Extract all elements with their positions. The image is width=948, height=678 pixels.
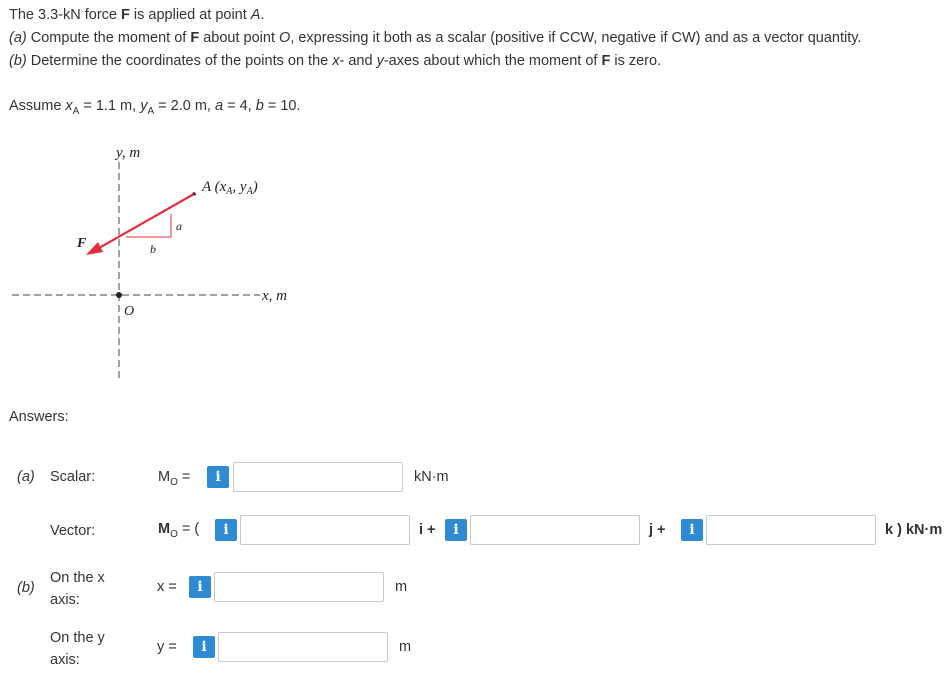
scalar-unit: kN·m [414, 469, 449, 485]
x-unit: m [395, 579, 408, 595]
slope-b-label: b [150, 242, 156, 256]
slope-a-label: a [176, 219, 182, 233]
x-axis-label-line1: On the x [50, 570, 105, 586]
axis-symbol: x [332, 53, 340, 69]
scalar-label: Scalar: [50, 469, 96, 485]
x-eq-label: x = [157, 579, 177, 595]
part-b-marker: (b) [17, 580, 35, 596]
force-symbol: F [190, 30, 200, 46]
x-axis-answer-label [50, 567, 105, 611]
y-unit: m [399, 639, 412, 655]
y-axis-label-line2: axis: [50, 652, 80, 668]
unit-k-text: k ) kN·m [885, 522, 943, 538]
y-axis-label-line1: On the y [50, 630, 105, 646]
unit-i-label: i + [419, 522, 436, 538]
problem-text: is applied at point [129, 7, 251, 23]
x-axis-label-line2: axis: [50, 592, 80, 608]
slope-triangle [126, 214, 171, 237]
vector-k-info-icon[interactable]: i [681, 519, 703, 541]
y-info-icon[interactable]: i [193, 636, 215, 658]
answers-heading: Answers: [9, 409, 69, 425]
axis-symbol: y [376, 53, 384, 69]
force-label: F [77, 236, 87, 251]
y-axis-answer-label [50, 627, 105, 671]
ya-symbol: y [140, 98, 148, 114]
vector-i-input[interactable] [240, 515, 410, 545]
y-eq-label: y = [157, 639, 177, 655]
problem-text: . [260, 7, 265, 23]
xa-symbol: x [65, 98, 73, 114]
part-marker: (b) [9, 53, 27, 69]
problem-text: is zero. [610, 53, 662, 69]
force-symbol: F [121, 7, 130, 23]
b-symbol: b [255, 98, 264, 114]
problem-text: - and [339, 53, 377, 69]
y-coordinate-input[interactable] [218, 632, 388, 662]
a-value: = 4, [223, 98, 256, 114]
assume-label: Assume [9, 98, 66, 114]
problem-text: Compute the moment of [26, 30, 191, 46]
point-a-label: A ($x_A$, $y_A$) [202, 179, 258, 197]
problem-text: about point [199, 30, 280, 46]
vector-k-input[interactable] [706, 515, 876, 545]
force-arrowhead [86, 242, 103, 255]
vector-label: Vector: [50, 523, 96, 539]
mo-scalar-label: $M_O$ = [158, 469, 191, 488]
part-marker: (a) [9, 30, 27, 46]
y-axis-label: y, m [116, 145, 141, 161]
problem-text: The 3.3-kN force [9, 7, 122, 23]
scalar-moment-input[interactable] [233, 462, 403, 492]
force-symbol: F [601, 53, 611, 69]
problem-line-3 [9, 51, 661, 71]
mo-vector-label: $M_O$ = ( [158, 521, 200, 540]
unit-k-label [885, 522, 948, 538]
x-axis-label: x, m [262, 288, 287, 304]
b-value: = 10. [263, 98, 301, 114]
origin-point [116, 292, 122, 298]
a-symbol: a [214, 98, 224, 114]
xa-subscript: A [72, 105, 80, 117]
problem-diagram [0, 130, 320, 390]
x-info-icon[interactable]: i [189, 576, 211, 598]
part-a-marker: (a) [17, 469, 35, 485]
x-coordinate-input[interactable] [214, 572, 384, 602]
vector-j-input[interactable] [470, 515, 640, 545]
problem-text: , expressing it both as a scalar (positive if CCW, negative if CW) and as a vector quantity. [290, 30, 862, 46]
point-symbol: O [279, 30, 291, 46]
point-symbol: A [250, 7, 261, 23]
problem-line-1 [9, 5, 265, 25]
ya-value: = 2.0 m, [154, 98, 215, 114]
assume-line [9, 96, 300, 122]
vector-i-info-icon[interactable]: i [215, 519, 237, 541]
problem-text: Determine the coordinates of the points on the [26, 53, 333, 69]
ya-subscript: A [147, 105, 155, 117]
problem-text: -axes about which the moment of [383, 53, 602, 69]
unit-j-label: j + [649, 522, 666, 538]
vector-j-info-icon[interactable]: i [445, 519, 467, 541]
problem-line-2 [9, 28, 861, 48]
scalar-info-icon[interactable]: i [207, 466, 229, 488]
xa-value: = 1.1 m, [79, 98, 141, 114]
origin-label: O [124, 304, 135, 319]
